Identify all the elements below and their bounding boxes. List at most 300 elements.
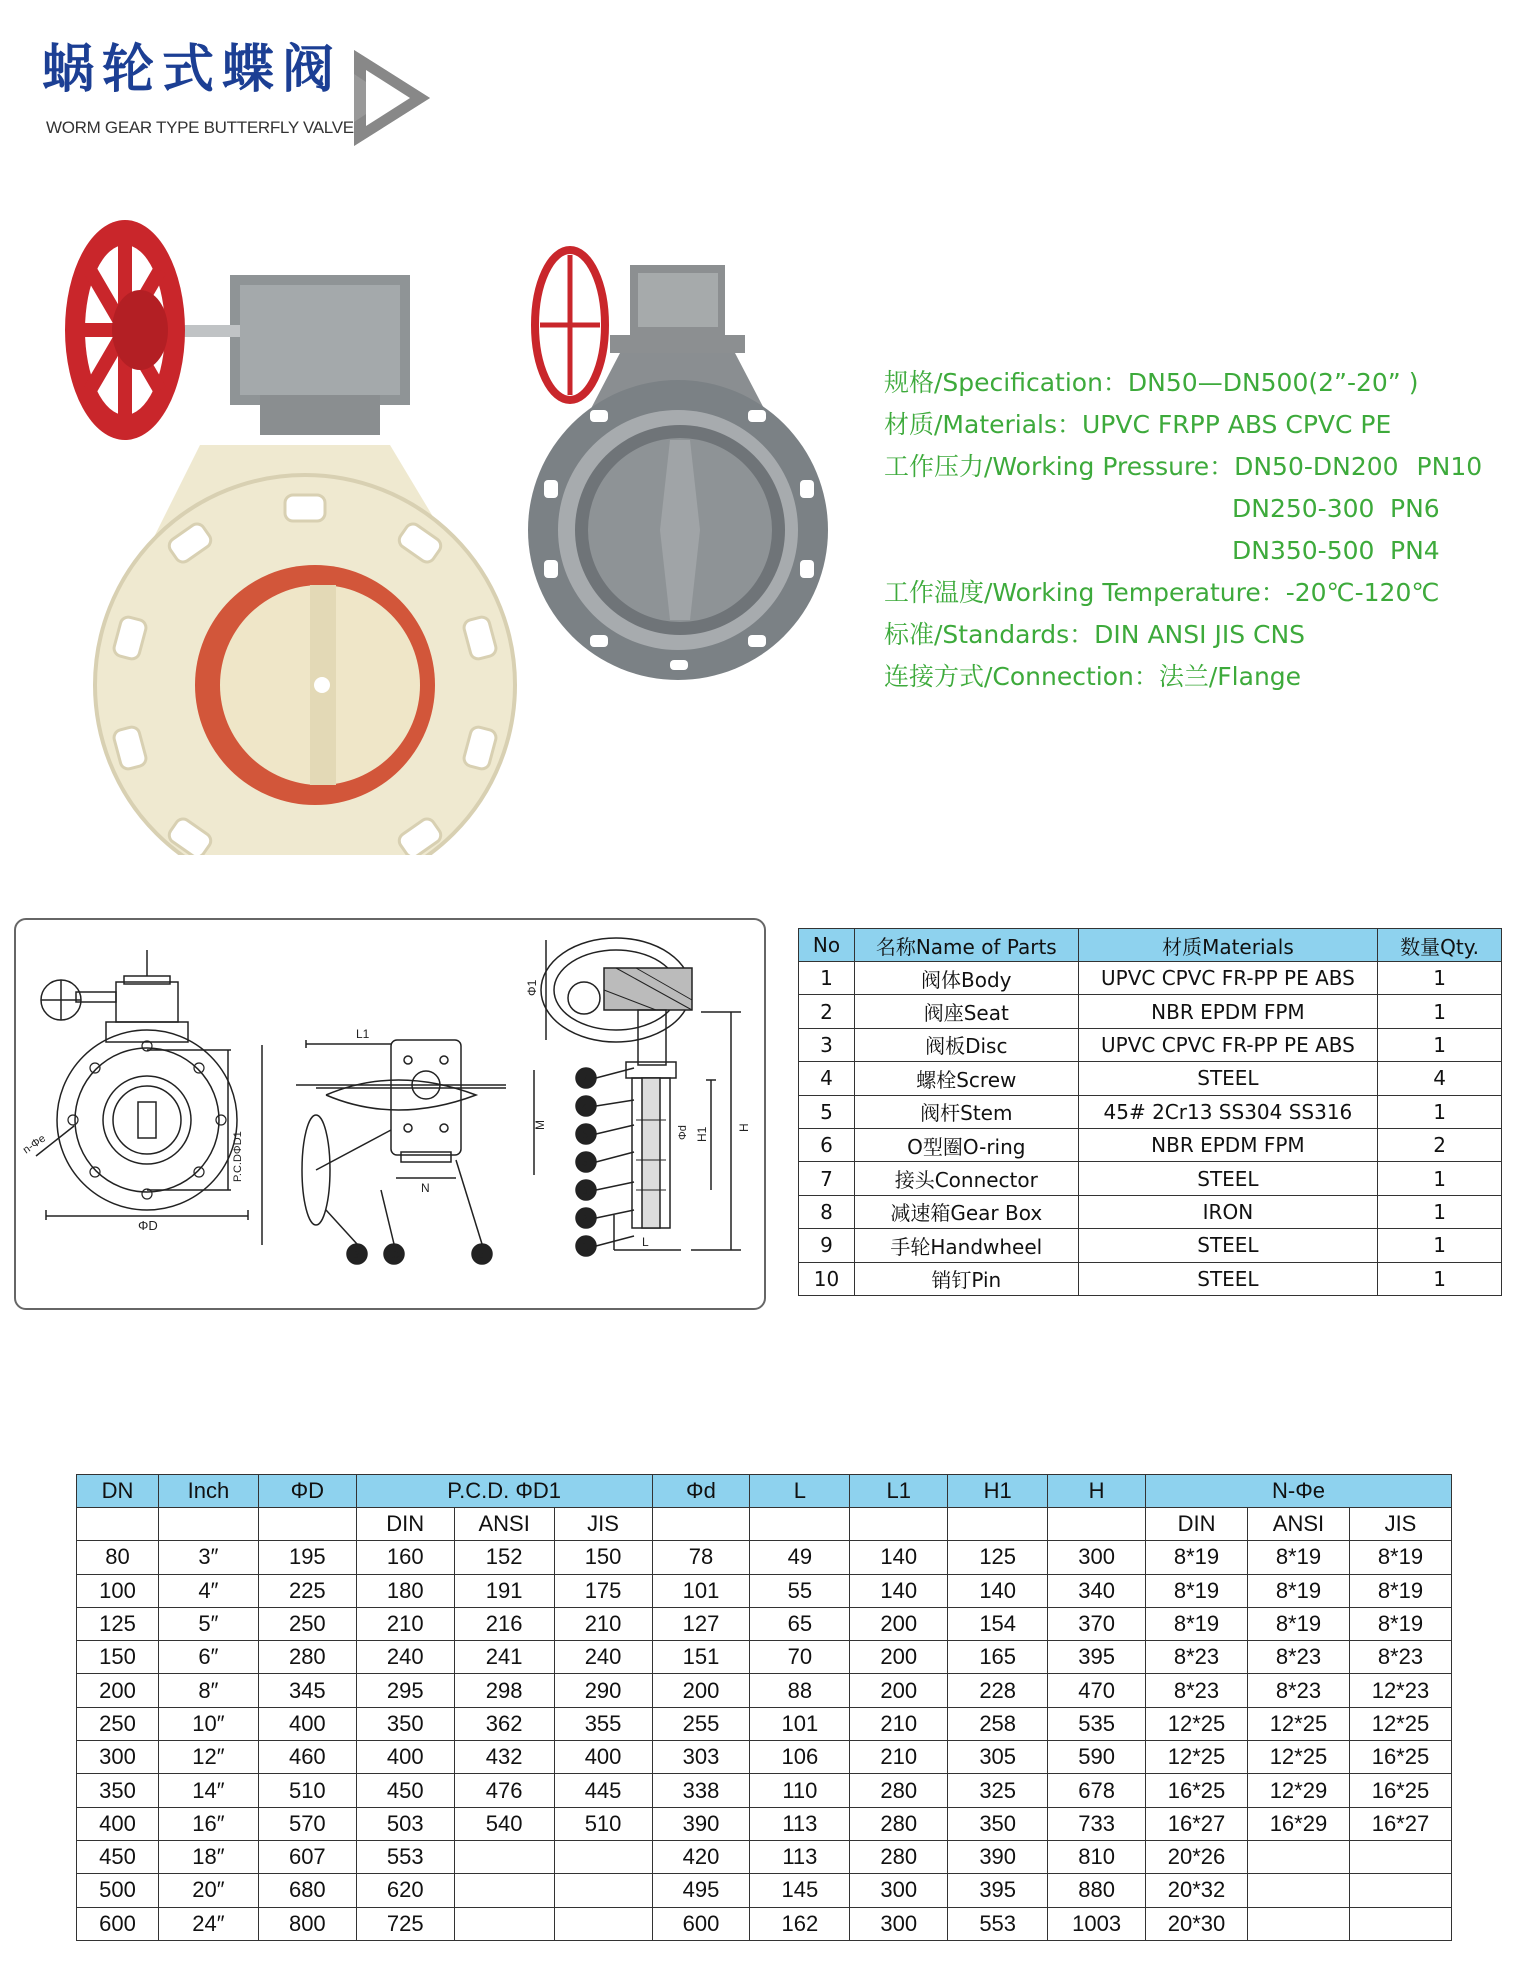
- table-cell: 2: [1378, 1128, 1502, 1161]
- table-cell: 570: [258, 1807, 356, 1840]
- label-h1: H1: [695, 1126, 709, 1142]
- table-cell: 12*25: [1247, 1707, 1349, 1740]
- table-cell: 140: [850, 1574, 948, 1607]
- table-cell: 733: [1048, 1807, 1146, 1840]
- subheader-pcd-ansi: ANSI: [454, 1508, 554, 1541]
- table-cell: STEEL: [1078, 1162, 1378, 1195]
- table-cell: 300: [1048, 1541, 1146, 1574]
- spec-pressure-label: 工作压力/Working Pressure：: [884, 452, 1235, 481]
- label-pcd: P.C.DΦD1: [232, 1131, 244, 1182]
- table-row: [77, 1907, 1452, 1940]
- table-cell: STEEL: [1078, 1062, 1378, 1095]
- table-cell: 600: [652, 1907, 750, 1940]
- svg-text:1: 1: [582, 1241, 589, 1253]
- table-cell: 553: [948, 1907, 1048, 1940]
- table-cell: 150: [554, 1541, 652, 1574]
- table-cell: 10: [799, 1262, 855, 1295]
- table-cell: [1247, 1907, 1349, 1940]
- svg-text:2: 2: [582, 1213, 589, 1225]
- table-row: [77, 1607, 1452, 1640]
- table-cell: 680: [258, 1874, 356, 1907]
- table-cell: 420: [652, 1840, 750, 1873]
- table-cell: 305: [948, 1741, 1048, 1774]
- table-cell: 10″: [158, 1707, 258, 1740]
- page-title: 蜗轮式蝶阀: [42, 40, 343, 100]
- table-cell: STEEL: [1078, 1262, 1378, 1295]
- subheader-blank: [258, 1508, 356, 1541]
- table-cell: 12″: [158, 1741, 258, 1774]
- product-photo-frpp-valve: [30, 215, 530, 855]
- table-cell: 298: [454, 1674, 554, 1707]
- spec-pressure-3-pn: PN4: [1390, 536, 1440, 565]
- table-cell: 16*25: [1146, 1774, 1248, 1807]
- table-cell: O型圈O-ring: [854, 1128, 1078, 1161]
- table-row: [77, 1707, 1452, 1740]
- header-pcd: P.C.D. ΦD1: [356, 1475, 652, 1508]
- table-cell: 110: [750, 1774, 850, 1807]
- table-cell: 145: [750, 1874, 850, 1907]
- svg-text:6: 6: [582, 1129, 589, 1141]
- table-cell: UPVC CPVC FR-PP PE ABS: [1078, 962, 1378, 995]
- subheader-pcd-din: DIN: [356, 1508, 454, 1541]
- table-row: [799, 995, 1502, 1028]
- table-cell: 162: [750, 1907, 850, 1940]
- table-cell: 1: [1378, 1229, 1502, 1262]
- callout-4: [576, 1096, 634, 1116]
- table-cell: 1003: [1048, 1907, 1146, 1940]
- table-cell: 340: [1048, 1574, 1146, 1607]
- table-cell: 8*19: [1247, 1541, 1349, 1574]
- table-cell: 16*25: [1349, 1741, 1451, 1774]
- table-cell: 195: [258, 1541, 356, 1574]
- table-cell: 400: [258, 1707, 356, 1740]
- table-cell: 手轮Handwheel: [854, 1229, 1078, 1262]
- table-cell: 101: [652, 1574, 750, 1607]
- table-cell: 290: [554, 1674, 652, 1707]
- table-cell: 151: [652, 1641, 750, 1674]
- table-cell: 113: [750, 1840, 850, 1873]
- header-qty: 数量Qty.: [1378, 929, 1502, 962]
- table-cell: 510: [554, 1807, 652, 1840]
- label-h: H: [737, 1123, 751, 1132]
- callout-10: [381, 1190, 404, 1264]
- table-row: [799, 1262, 1502, 1295]
- front-view-drawing: [36, 950, 248, 1220]
- spec-temperature: 工作温度/Working Temperature：-20℃-120℃: [884, 578, 1440, 607]
- subheader-blank: [158, 1508, 258, 1541]
- table-cell: 300: [850, 1907, 948, 1940]
- section-view-drawing: [541, 938, 741, 1250]
- table-cell: [1247, 1874, 1349, 1907]
- side-view-drawing: [262, 1040, 534, 1245]
- table-cell: 445: [554, 1774, 652, 1807]
- table-cell: 280: [850, 1840, 948, 1873]
- spec-pressure-1-pn: PN10: [1416, 452, 1483, 481]
- table-cell: 216: [454, 1607, 554, 1640]
- table-cell: 432: [454, 1741, 554, 1774]
- dims-table-subheader: [77, 1508, 1452, 1541]
- table-cell: IRON: [1078, 1195, 1378, 1228]
- table-cell: 12*29: [1247, 1774, 1349, 1807]
- table-cell: 113: [750, 1807, 850, 1840]
- callout-9: [326, 1210, 367, 1264]
- table-cell: 150: [77, 1641, 159, 1674]
- spec-specification: 规格/Specification：DN50—DN500(2”-20” ): [884, 368, 1419, 397]
- table-cell: 阀板Disc: [854, 1028, 1078, 1061]
- table-cell: 325: [948, 1774, 1048, 1807]
- parts-table-header: [799, 929, 1502, 962]
- table-cell: 18″: [158, 1840, 258, 1873]
- table-cell: 140: [850, 1541, 948, 1574]
- dimensions-table: [76, 1474, 1452, 1941]
- table-cell: [554, 1907, 652, 1940]
- table-cell: 450: [356, 1774, 454, 1807]
- table-cell: 800: [258, 1907, 356, 1940]
- table-cell: 70: [750, 1641, 850, 1674]
- table-cell: 阀体Body: [854, 962, 1078, 995]
- table-cell: 45# 2Cr13 SS304 SS316: [1078, 1095, 1378, 1128]
- header-materials: 材质Materials: [1078, 929, 1378, 962]
- page-subtitle: WORM GEAR TYPE BUTTERFLY VALVE: [46, 118, 354, 137]
- svg-text:8: 8: [478, 1249, 485, 1261]
- table-cell: 280: [258, 1641, 356, 1674]
- table-cell: 175: [554, 1574, 652, 1607]
- header-dn: DN: [77, 1475, 159, 1508]
- label-phi-d-inner: Φd: [677, 1125, 689, 1140]
- table-cell: 阀杆Stem: [854, 1095, 1078, 1128]
- label-m: M: [533, 1120, 547, 1130]
- table-cell: 228: [948, 1674, 1048, 1707]
- table-cell: 390: [948, 1840, 1048, 1873]
- table-cell: 395: [1048, 1641, 1146, 1674]
- table-cell: 阀座Seat: [854, 995, 1078, 1028]
- table-cell: 55: [750, 1574, 850, 1607]
- table-cell: [1349, 1874, 1451, 1907]
- table-cell: 4″: [158, 1574, 258, 1607]
- label-phi-1: Φ1: [525, 979, 539, 996]
- table-cell: 210: [356, 1607, 454, 1640]
- header-n-phi-e: N-Φe: [1146, 1475, 1452, 1508]
- table-cell: 154: [948, 1607, 1048, 1640]
- table-row: [77, 1741, 1452, 1774]
- table-cell: 12*25: [1146, 1741, 1248, 1774]
- table-cell: 255: [652, 1707, 750, 1740]
- parts-table: [798, 928, 1502, 1296]
- table-cell: 8″: [158, 1674, 258, 1707]
- table-cell: 8*19: [1146, 1574, 1248, 1607]
- subheader-blank: [750, 1508, 850, 1541]
- table-cell: 16*27: [1349, 1807, 1451, 1840]
- table-cell: 12*25: [1349, 1707, 1451, 1740]
- table-cell: 553: [356, 1840, 454, 1873]
- subheader-ne-din: DIN: [1146, 1508, 1248, 1541]
- svg-text:7: 7: [582, 1073, 589, 1085]
- table-cell: [1349, 1840, 1451, 1873]
- table-cell: 345: [258, 1674, 356, 1707]
- table-cell: 390: [652, 1807, 750, 1840]
- table-cell: 127: [652, 1607, 750, 1640]
- table-cell: 8*23: [1247, 1641, 1349, 1674]
- table-cell: NBR EPDM FPM: [1078, 1128, 1378, 1161]
- table-cell: 106: [750, 1741, 850, 1774]
- label-n-phi-e: n-Φe: [20, 1132, 48, 1157]
- table-row: [77, 1574, 1452, 1607]
- table-cell: 620: [356, 1874, 454, 1907]
- table-row: [77, 1807, 1452, 1840]
- table-cell: 8*23: [1247, 1674, 1349, 1707]
- table-row: [799, 1128, 1502, 1161]
- table-cell: 535: [1048, 1707, 1146, 1740]
- table-cell: 1: [1378, 962, 1502, 995]
- subheader-blank: [77, 1508, 159, 1541]
- table-cell: 240: [554, 1641, 652, 1674]
- table-row: [77, 1874, 1452, 1907]
- svg-text:5: 5: [582, 1157, 589, 1169]
- svg-text:3: 3: [582, 1185, 589, 1197]
- table-row: [77, 1674, 1452, 1707]
- table-cell: 303: [652, 1741, 750, 1774]
- table-cell: 65: [750, 1607, 850, 1640]
- table-cell: 8*23: [1146, 1641, 1248, 1674]
- table-cell: 1: [799, 962, 855, 995]
- table-cell: [454, 1840, 554, 1873]
- header-name: 名称Name of Parts: [854, 929, 1078, 962]
- table-cell: 8: [799, 1195, 855, 1228]
- table-cell: 12*25: [1146, 1707, 1248, 1740]
- dims-table-header: [77, 1475, 1452, 1508]
- table-cell: 16*29: [1247, 1807, 1349, 1840]
- table-cell: 200: [850, 1641, 948, 1674]
- table-cell: 8*19: [1146, 1541, 1248, 1574]
- table-row: [799, 962, 1502, 995]
- spec-pressure-2-pn: PN6: [1390, 494, 1440, 523]
- table-cell: 338: [652, 1774, 750, 1807]
- table-cell: 500: [77, 1874, 159, 1907]
- table-cell: [554, 1874, 652, 1907]
- header-phi-d-small: Φd: [652, 1475, 750, 1508]
- callout-2: [576, 1208, 634, 1228]
- table-cell: 4: [1378, 1062, 1502, 1095]
- spec-pressure-1: DN50-DN200: [1234, 452, 1399, 481]
- table-cell: 140: [948, 1574, 1048, 1607]
- spec-connection: 连接方式/Connection：法兰/Flange: [884, 662, 1302, 691]
- table-cell: 250: [77, 1707, 159, 1740]
- label-phi-d-outer: ΦD: [138, 1218, 158, 1233]
- header-l: L: [750, 1475, 850, 1508]
- table-cell: 4: [799, 1062, 855, 1095]
- table-cell: 210: [554, 1607, 652, 1640]
- table-cell: [554, 1840, 652, 1873]
- table-row: [799, 1195, 1502, 1228]
- table-cell: 191: [454, 1574, 554, 1607]
- table-cell: 螺栓Screw: [854, 1062, 1078, 1095]
- table-cell: 470: [1048, 1674, 1146, 1707]
- table-cell: 476: [454, 1774, 554, 1807]
- subheader-ne-ansi: ANSI: [1247, 1508, 1349, 1541]
- spec-pressure-row-2: [884, 488, 1524, 530]
- spec-pressure-row-3: [884, 530, 1524, 572]
- table-cell: 7: [799, 1162, 855, 1195]
- table-cell: 152: [454, 1541, 554, 1574]
- header-phi-d: ΦD: [258, 1475, 356, 1508]
- table-cell: 9: [799, 1229, 855, 1262]
- spec-pressure-3: DN350-500: [1232, 536, 1375, 565]
- svg-text:4: 4: [582, 1101, 589, 1113]
- table-cell: 8*19: [1349, 1574, 1451, 1607]
- table-row: [77, 1541, 1452, 1574]
- table-cell: 200: [77, 1674, 159, 1707]
- table-cell: 20*30: [1146, 1907, 1248, 1940]
- callout-1: [576, 1236, 634, 1256]
- table-cell: 8*19: [1349, 1607, 1451, 1640]
- table-cell: 200: [652, 1674, 750, 1707]
- table-cell: 240: [356, 1641, 454, 1674]
- table-cell: 350: [948, 1807, 1048, 1840]
- table-cell: 180: [356, 1574, 454, 1607]
- table-cell: 8*23: [1349, 1641, 1451, 1674]
- table-cell: 503: [356, 1807, 454, 1840]
- spec-materials: 材质/Materials：UPVC FRPP ABS CPVC PE: [884, 410, 1392, 439]
- table-cell: 100: [77, 1574, 159, 1607]
- table-cell: 5: [799, 1095, 855, 1128]
- spec-pressure-2: DN250-300: [1232, 494, 1375, 523]
- table-cell: 607: [258, 1840, 356, 1873]
- table-cell: 258: [948, 1707, 1048, 1740]
- table-cell: 1: [1378, 1028, 1502, 1061]
- callout-5: [576, 1152, 634, 1172]
- table-cell: 8*19: [1349, 1541, 1451, 1574]
- table-cell: 20*32: [1146, 1874, 1248, 1907]
- table-cell: [1349, 1907, 1451, 1940]
- table-cell: 3″: [158, 1541, 258, 1574]
- table-cell: [454, 1907, 554, 1940]
- table-cell: 6″: [158, 1641, 258, 1674]
- subheader-blank: [652, 1508, 750, 1541]
- table-cell: STEEL: [1078, 1229, 1378, 1262]
- table-cell: 250: [258, 1607, 356, 1640]
- table-cell: 725: [356, 1907, 454, 1940]
- label-n: N: [421, 1181, 430, 1195]
- table-cell: 12*23: [1349, 1674, 1451, 1707]
- table-cell: 125: [77, 1607, 159, 1640]
- callout-6: [576, 1124, 634, 1144]
- table-cell: 1: [1378, 995, 1502, 1028]
- table-cell: 400: [356, 1741, 454, 1774]
- table-cell: 8*19: [1146, 1607, 1248, 1640]
- table-cell: 12*25: [1247, 1741, 1349, 1774]
- header-l1: L1: [850, 1475, 948, 1508]
- table-cell: 362: [454, 1707, 554, 1740]
- table-cell: 495: [652, 1874, 750, 1907]
- table-cell: 2: [799, 995, 855, 1028]
- table-cell: 350: [77, 1774, 159, 1807]
- table-cell: 280: [850, 1774, 948, 1807]
- header-h1: H1: [948, 1475, 1048, 1508]
- table-cell: 销钉Pin: [854, 1262, 1078, 1295]
- label-l: L: [642, 1235, 649, 1249]
- table-cell: 165: [948, 1641, 1048, 1674]
- table-cell: 101: [750, 1707, 850, 1740]
- table-cell: UPVC CPVC FR-PP PE ABS: [1078, 1028, 1378, 1061]
- table-cell: 3: [799, 1028, 855, 1061]
- table-cell: [1247, 1840, 1349, 1873]
- label-l1: L1: [356, 1027, 370, 1041]
- table-row: [77, 1774, 1452, 1807]
- technical-drawing: [14, 918, 766, 1310]
- table-cell: 510: [258, 1774, 356, 1807]
- table-cell: 接头Connector: [854, 1162, 1078, 1195]
- table-cell: [454, 1874, 554, 1907]
- table-cell: 80: [77, 1541, 159, 1574]
- subheader-ne-jis: JIS: [1349, 1508, 1451, 1541]
- table-cell: 350: [356, 1707, 454, 1740]
- header-inch: Inch: [158, 1475, 258, 1508]
- table-cell: 280: [850, 1807, 948, 1840]
- spec-standards: 标准/Standards：DIN ANSI JIS CNS: [884, 620, 1306, 649]
- table-cell: 210: [850, 1707, 948, 1740]
- table-row: [799, 1095, 1502, 1128]
- table-cell: 16*25: [1349, 1774, 1451, 1807]
- table-cell: 460: [258, 1741, 356, 1774]
- table-row: [799, 1062, 1502, 1095]
- table-cell: 160: [356, 1541, 454, 1574]
- specification-list: [884, 362, 1524, 698]
- svg-text:9: 9: [353, 1249, 360, 1261]
- header-h: H: [1048, 1475, 1146, 1508]
- subheader-blank: [948, 1508, 1048, 1541]
- table-cell: 600: [77, 1907, 159, 1940]
- table-cell: 450: [77, 1840, 159, 1873]
- table-cell: 125: [948, 1541, 1048, 1574]
- table-cell: 8*23: [1146, 1674, 1248, 1707]
- table-cell: 395: [948, 1874, 1048, 1907]
- table-cell: 20″: [158, 1874, 258, 1907]
- table-cell: 678: [1048, 1774, 1146, 1807]
- table-cell: 210: [850, 1741, 948, 1774]
- table-cell: 300: [77, 1741, 159, 1774]
- table-cell: 241: [454, 1641, 554, 1674]
- table-cell: 200: [850, 1674, 948, 1707]
- callout-8: [456, 1160, 492, 1264]
- table-row: [799, 1229, 1502, 1262]
- subheader-pcd-jis: JIS: [554, 1508, 652, 1541]
- table-cell: 1: [1378, 1095, 1502, 1128]
- table-cell: NBR EPDM FPM: [1078, 995, 1378, 1028]
- table-cell: 1: [1378, 1162, 1502, 1195]
- table-cell: 88: [750, 1674, 850, 1707]
- table-cell: 49: [750, 1541, 850, 1574]
- table-row: [799, 1028, 1502, 1061]
- table-cell: 8*19: [1247, 1607, 1349, 1640]
- arrow-right-icon: [352, 48, 432, 148]
- callout-3: [576, 1180, 634, 1200]
- table-cell: 880: [1048, 1874, 1146, 1907]
- table-cell: 590: [1048, 1741, 1146, 1774]
- table-cell: 370: [1048, 1607, 1146, 1640]
- table-cell: 减速箱Gear Box: [854, 1195, 1078, 1228]
- table-cell: 540: [454, 1807, 554, 1840]
- table-row: [77, 1641, 1452, 1674]
- header-no: No: [799, 929, 855, 962]
- table-cell: 355: [554, 1707, 652, 1740]
- table-cell: 400: [77, 1807, 159, 1840]
- table-cell: 14″: [158, 1774, 258, 1807]
- table-cell: 6: [799, 1128, 855, 1161]
- table-cell: 225: [258, 1574, 356, 1607]
- subheader-blank: [1048, 1508, 1146, 1541]
- table-cell: 1: [1378, 1195, 1502, 1228]
- table-row: [77, 1840, 1452, 1873]
